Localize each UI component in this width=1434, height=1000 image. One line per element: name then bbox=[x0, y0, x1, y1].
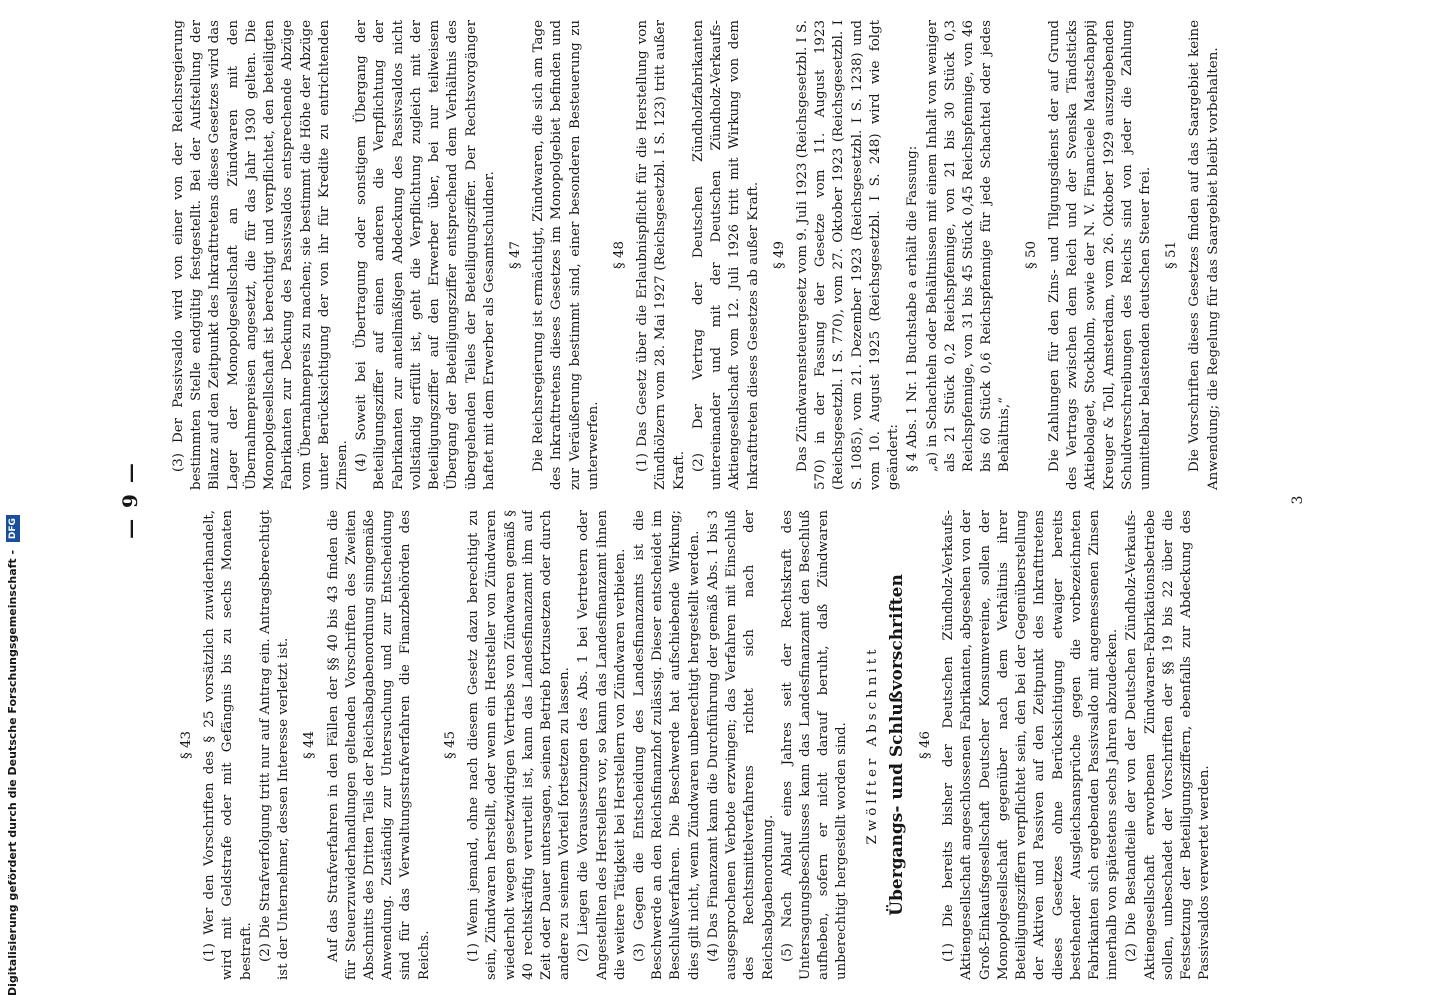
document-page bbox=[110, 0, 1320, 1000]
paragraph: (3) Gegen die Entscheidung des Landesfinanzamts ist die Beschwerde an den Reichsfinanzhof zulässig. Dieser entscheidet im Beschlußverfahren. Die Beschwerde hat aufschiebende Wirkung; dies gilt nicht, wenn Zündwaren unberechtigt hergestellt werden. bbox=[632, 510, 702, 980]
section-heading: § 51 bbox=[1164, 241, 1180, 269]
paragraph: (4) Soweit bei Übertragung oder sonstigem Übergang der Beteiligungsziffer auf einen anderen die Verpflichtung der Fabrikanten zur anteilmäßigen Abdeckung des Passivsaldos nicht vollständig erfüllt ist, geht die Verpflichtung zugleich mit der Beteiligungsziffer auf den Erwerber über, bei nur teilweisem Übergang der Beteiligungsziffer entsprechend dem Verhältnis des übergehenden Teiles der Beteiligungsziffer. Der Rechtsvorgänger haftet mit dem Erwerber als Gesamtschuldner. bbox=[354, 20, 497, 490]
section-heading: § 48 bbox=[612, 241, 628, 269]
section-heading: § 49 bbox=[771, 241, 787, 269]
paragraph: (3) Der Passivsaldo wird von einer von der Reichsregierung bestimmten Stelle endgültig festgestellt. Bei der Aufstellung der Bilanz auf den Zeitpunkt des Inkrafttretens dieses Gesetzes wird das Lager der Monopolgesellschaft an Zündwaren mit den Übernahmepreisen angesetzt, die für das Jahr 1930 gelten. Die Monopolgesellschaft ist berechtigt und verpflichtet, den beteiligten Fabrikanten zur Deckung des Passivsaldos entsprechende Abzüge vom Übernahmepreis zu machen; sie bestimmt die Höhe der Abzüge unter Berücksichtigung der von ihr für Kredite zu entrichtenden Zinsen. bbox=[171, 20, 350, 490]
section-heading: § 43 bbox=[179, 731, 194, 759]
left-column bbox=[170, 510, 1275, 980]
section-heading: § 46 bbox=[917, 731, 933, 759]
digitization-credit-text: Digitalisierung gefördert durch die Deutsche Forschungsgemeinschaft - bbox=[6, 549, 19, 996]
paragraph: (2) Liegen die Voraussetzungen des Abs. 1 bei Vertretern oder Angestellten des Herstellers vor, so kann das Landesfinanzamt ihnen die weitere Tätigkeit bei Herstellern von Zündwaren verbieten. bbox=[576, 510, 628, 980]
paragraph: (1) Das Gesetz über die Erlaubnispflicht für die Herstellung von Zündhölzern vom 28. Mai 1927 (Reichsgesetzbl. I S. 123) tritt außer Kraft. bbox=[635, 20, 687, 490]
paragraph: (1) Die bereits bisher der Deutschen Zündholz-Verkaufs-Aktiengesellschaft angeschlossenen Fabrikanten, abgesehen von der Groß-Einkaufsgesellschaft Deutscher Konsumvereine, sollen der Monopolgesellschaft gegenüber nach dem Verhältnis ihrer Beteiligungsziffern verpflichtet sein, den bei der Gegenüberstellung der Aktiven und Passiven auf den Zeitpunkt des Inkrafttretens dieses Gesetzes ohne Berücksichtigung etwaiger bereits bestehender Ausgleichsansprüche gegen die vorbezeichneten Fabrikanten sich ergebenden Passivsaldo mit angemessenen Zinsen innerhalb von spätestens sechs Jahren abzudecken. bbox=[941, 510, 1121, 980]
section-heading: § 44 bbox=[302, 731, 318, 759]
page-footer-mark: 3 bbox=[1290, 495, 1306, 505]
paragraph: (5) Nach Ablauf eines Jahres seit der Rechtskraft des Untersagungsbeschlusses kann das Landesfinanzamt den Beschluß aufheben, sofern er nicht darauf beruht, daß Zündwaren unberechtigt hergestellt worden sind. bbox=[779, 510, 850, 980]
chapter-subtitle: Zwölfter Abschnitt bbox=[864, 645, 880, 845]
paragraph: Die Vorschriften dieses Gesetzes finden auf das Saargebiet keine Anwendung; die Regelung für das Saargebiet bleibt vorbehalten. bbox=[1187, 20, 1221, 490]
chapter-title: Übergangs- und Schlußvorschriften bbox=[886, 574, 907, 916]
right-column bbox=[170, 20, 1275, 490]
digitization-credit bbox=[0, 0, 26, 1000]
section-heading: § 47 bbox=[507, 241, 523, 269]
section-heading: § 50 bbox=[1023, 241, 1039, 269]
paragraph: (4) Das Finanzamt kann die Durchführung der gemäß Abs. 1 bis 3 ausgesprochenen Verbote erzwingen; das Verfahren mit Einschluß des Rechtsmittelverfahrens richtet sich nach der Reichsabgabenordnung. bbox=[705, 510, 776, 980]
quoted-provision: „a) in Schachteln oder Behältnissen mit einem Inhalt von weniger als 21 Stück 0,2 Reichspfennige, von 21 bis 30 Stück 0,3 Reichspfennige, von 31 bis 45 Stück 0,45 Reichspfennige, von 46 bis 60 Stück 0,6 Reichspfennige für jede Schachtel oder jedes Behältnis,“ bbox=[924, 20, 1013, 472]
paragraph: (2) Die Bestandteile der von der Deutschen Zündholz-Verkaufs-Aktiengesellschaft erworbenen Zündwaren-Fabrikationsbetriebe sollen, unbeschadet der Vorschriften der §§ 19 bis 22 über die Festsetzung der Beteiligungsziffern, ebenfalls zur Abdeckung des Passivsaldos verwertet werden. bbox=[1124, 510, 1213, 980]
paragraph: (2) Der Vertrag der Deutschen Zündholzfabrikanten untereinander und mit der Deutschen Zündholz-Verkaufs-Aktiengesellschaft vom 12. Juli 1926 tritt mit Wirkung von dem Inkrafttreten dieses Gesetzes ab außer Kraft. bbox=[690, 20, 761, 490]
paragraph: (1) Wenn jemand, ohne nach diesem Gesetz dazu berechtigt zu sein, Zündwaren herstellt, oder wenn ein Hersteller von Zündwaren wiederholt wegen gesetzwidrigen Vertriebs von Zündwaren gemäß § 40 rechtskräftig verurteilt ist, kann das Landesfinanzamt ihm auf Zeit oder Dauer untersagen, seinen Betrieb fortzusetzen oder durch andere zu seinem Vorteil fortsetzen zu lassen. bbox=[466, 510, 573, 980]
paragraph: Die Zahlungen für den Zins- und Tilgungsdienst der auf Grund des Vertrags zwischen dem Reich und der Svenska Tändsticks Aktiebolaget, Stockholm, sowie der N. V. Financieele Maatschappij Kreuger & Toll, Amsterdam, vom 26. Oktober 1929 auszugebenden Schuldverschreibungen des Reichs sind von jeder die Zahlung unmittelbar belastenden deutschen Steuer frei. bbox=[1046, 20, 1153, 490]
paragraph: (1) Wer den Vorschriften des § 25 vorsätzlich zuwiderhandelt, wird mit Geldstrafe oder mit Gefängnis bis zu sechs Monaten bestraft. bbox=[202, 510, 254, 980]
paragraph: § 4 Abs. 1 Nr. 1 Buchstabe a erhält die Fassung: bbox=[905, 145, 921, 472]
paragraph: Auf das Strafverfahren in den Fällen der §§ 40 bis 43 finden die für Steuerzuwiderhandlungen geltenden Vorschriften des Zweiten Abschnitts des Dritten Teils der Reichsabgabenordnung sinngemäße Anwendung. Zuständig zur Untersuchung und zur Entscheidung sind für das Verwaltungsstrafverfahren die Finanzbehörden des Reichs. bbox=[325, 510, 432, 980]
paragraph: Das Zündwarensteuergesetz vom 9. Juli 1923 (Reichsgesetzbl. I S. 570) in der Fassung der Gesetze vom 11. August 1923 (Reichsgesetzbl. I S. 770), vom 27. Oktober 1923 (Reichsgesetzbl. I S. 1085), vom 21. Dezember 1923 (Reichsgesetzbl. I S. 1238) und vom 10. August 1925 (Reichsgesetzbl. I S. 248) wird wie folgt geändert: bbox=[795, 20, 902, 490]
section-heading: § 45 bbox=[442, 731, 458, 759]
dfg-logo: DFG bbox=[6, 515, 20, 542]
paragraph: Die Reichsregierung ist ermächtigt, Zündwaren, die sich am Tage des Inkrafttretens dieses Gesetzes im Monopolgebiet befinden und zur Veräußerung bestimmt sind, einer besonderen Besteuerung zu unterwerfen. bbox=[531, 20, 601, 490]
paragraph: (2) Die Strafverfolgung tritt nur auf Antrag ein. Antragsberechtigt ist der Unternehmer, dessen Interesse verletzt ist. bbox=[257, 510, 292, 980]
page-number: — 9 — bbox=[118, 461, 142, 539]
